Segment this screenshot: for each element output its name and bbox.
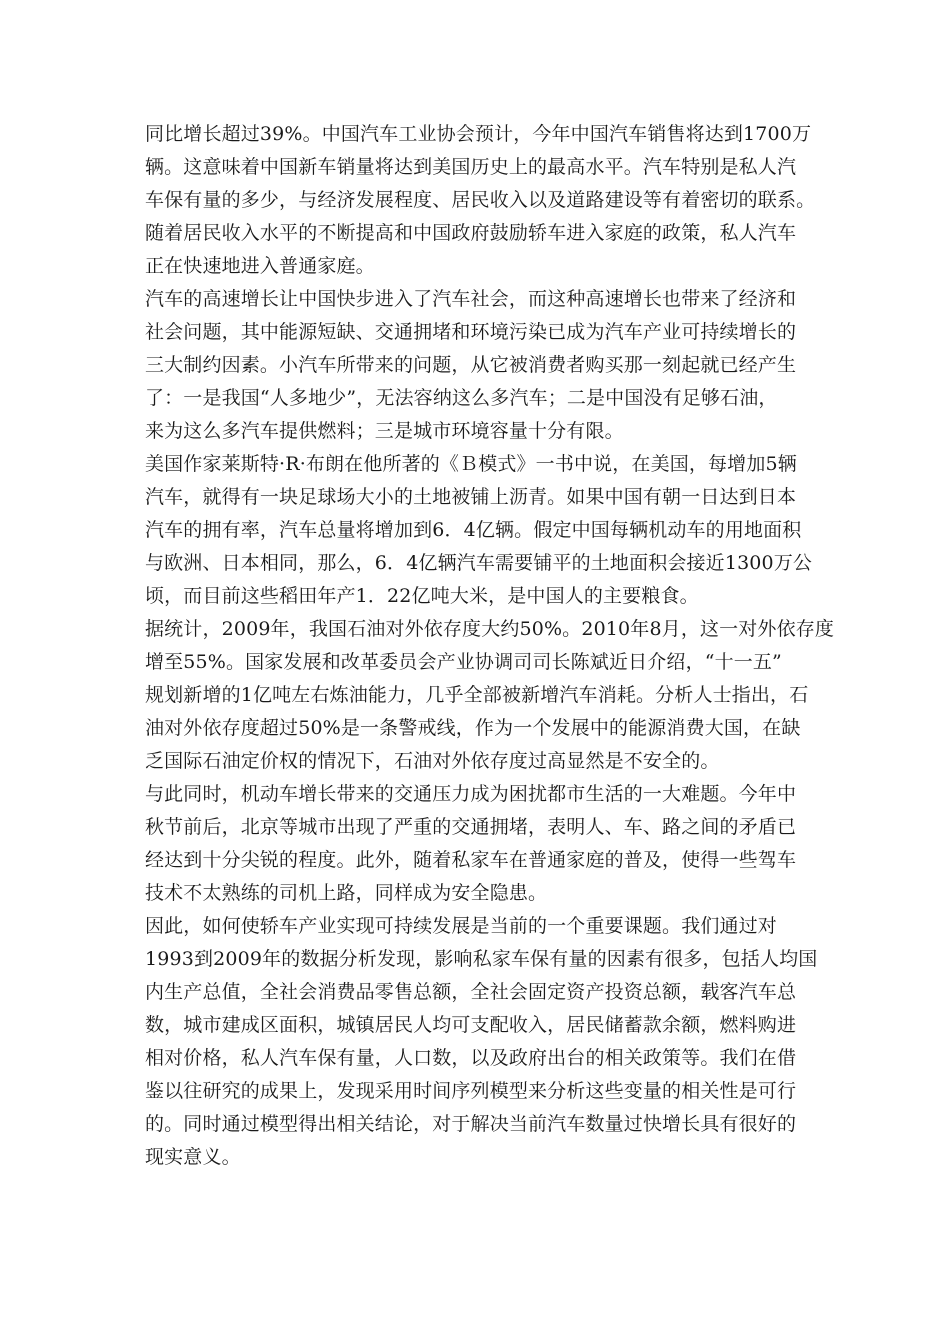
text-line: 据统计，2009年，我国石油对外依存度大约50%。2010年8月，这一对外依存度 xyxy=(145,618,835,640)
text-line: 乏国际石油定价权的情况下，石油对外依存度过高显然是不安全的。 xyxy=(145,750,720,772)
text-line: 经达到十分尖锐的程度。此外，随着私家车在普通家庭的普及，使得一些驾车 xyxy=(145,849,797,871)
text-line: 1993到2009年的数据分析发现，影响私家车保有量的因素有很多，包括人均国 xyxy=(145,948,818,970)
text-line: 三大制约因素。小汽车所带来的问题，从它被消费者购买那一刻起就已经产生 xyxy=(145,354,797,376)
text-line: 增至55%。国家发展和改革委员会产业协调司司长陈斌近日介绍，“十一五” xyxy=(145,651,782,673)
text-line: 顷，而目前这些稻田年产1．22亿吨大米，是中国人的主要粮食。 xyxy=(145,585,699,607)
text-line: 数，城市建成区面积，城镇居民人均可支配收入，居民储蓄款余额，燃料购进 xyxy=(145,1014,797,1036)
text-line: 技术不太熟练的司机上路，同样成为安全隐患。 xyxy=(145,882,548,904)
text-line: 同比增长超过39%。中国汽车工业协会预计，今年中国汽车销售将达到1700万 xyxy=(145,123,812,145)
text-line: 辆。这意味着中国新车销量将达到美国历史上的最高水平。汽车特别是私人汽 xyxy=(145,156,797,178)
text-line: 与此同时，机动车增长带来的交通压力成为困扰都市生活的一大难题。今年中 xyxy=(145,783,797,805)
document-body xyxy=(145,118,835,1174)
text-line: 内生产总值，全社会消费品零售总额，全社会固定资产投资总额，载客汽车总 xyxy=(145,981,797,1003)
text-line: 与欧洲、日本相同，那么，6．4亿辆汽车需要铺平的土地面积会接近1300万公 xyxy=(145,552,813,574)
text-line: 了：一是我国“人多地少”，无法容纳这么多汽车；二是中国没有足够石油， xyxy=(145,387,778,409)
text-line: 社会问题，其中能源短缺、交通拥堵和环境污染已成为汽车产业可持续增长的 xyxy=(145,321,797,343)
text-line: 美国作家莱斯特·R·布朗在他所著的《Ｂ模式》一书中说，在美国，每增加5辆 xyxy=(145,453,797,475)
text-line: 车保有量的多少，与经济发展程度、居民收入以及道路建设等有着密切的联系。 xyxy=(145,189,816,211)
text-line: 现实意义。 xyxy=(145,1146,241,1168)
text-line: 的。同时通过模型得出相关结论，对于解决当前汽车数量过快增长具有很好的 xyxy=(145,1113,797,1135)
text-line: 因此，如何使轿车产业实现可持续发展是当前的一个重要课题。我们通过对 xyxy=(145,915,777,937)
text-line: 油对外依存度超过50%是一条警戒线，作为一个发展中的能源消费大国，在缺 xyxy=(145,717,801,739)
text-line: 规划新增的1亿吨左右炼油能力，几乎全部被新增汽车消耗。分析人士指出，石 xyxy=(145,684,809,706)
text-line: 秋节前后，北京等城市出现了严重的交通拥堵，表明人、车、路之间的矛盾已 xyxy=(145,816,797,838)
text-line: 随着居民收入水平的不断提高和中国政府鼓励轿车进入家庭的政策，私人汽车 xyxy=(145,222,797,244)
text-line: 汽车的拥有率，汽车总量将增加到6．4亿辆。假定中国每辆机动车的用地面积 xyxy=(145,519,802,541)
text-line: 汽车，就得有一块足球场大小的土地被铺上沥青。如果中国有朝一日达到日本 xyxy=(145,486,797,508)
text-line: 鉴以往研究的成果上，发现采用时间序列模型来分析这些变量的相关性是可行 xyxy=(145,1080,797,1102)
text-line: 来为这么多汽车提供燃料；三是城市环境容量十分有限。 xyxy=(145,420,624,442)
text-line: 相对价格，私人汽车保有量，人口数，以及政府出台的相关政策等。我们在借 xyxy=(145,1047,797,1069)
text-line: 汽车的高速增长让中国快步进入了汽车社会，而这种高速增长也带来了经济和 xyxy=(145,288,797,310)
text-line: 正在快速地进入普通家庭。 xyxy=(145,255,375,277)
